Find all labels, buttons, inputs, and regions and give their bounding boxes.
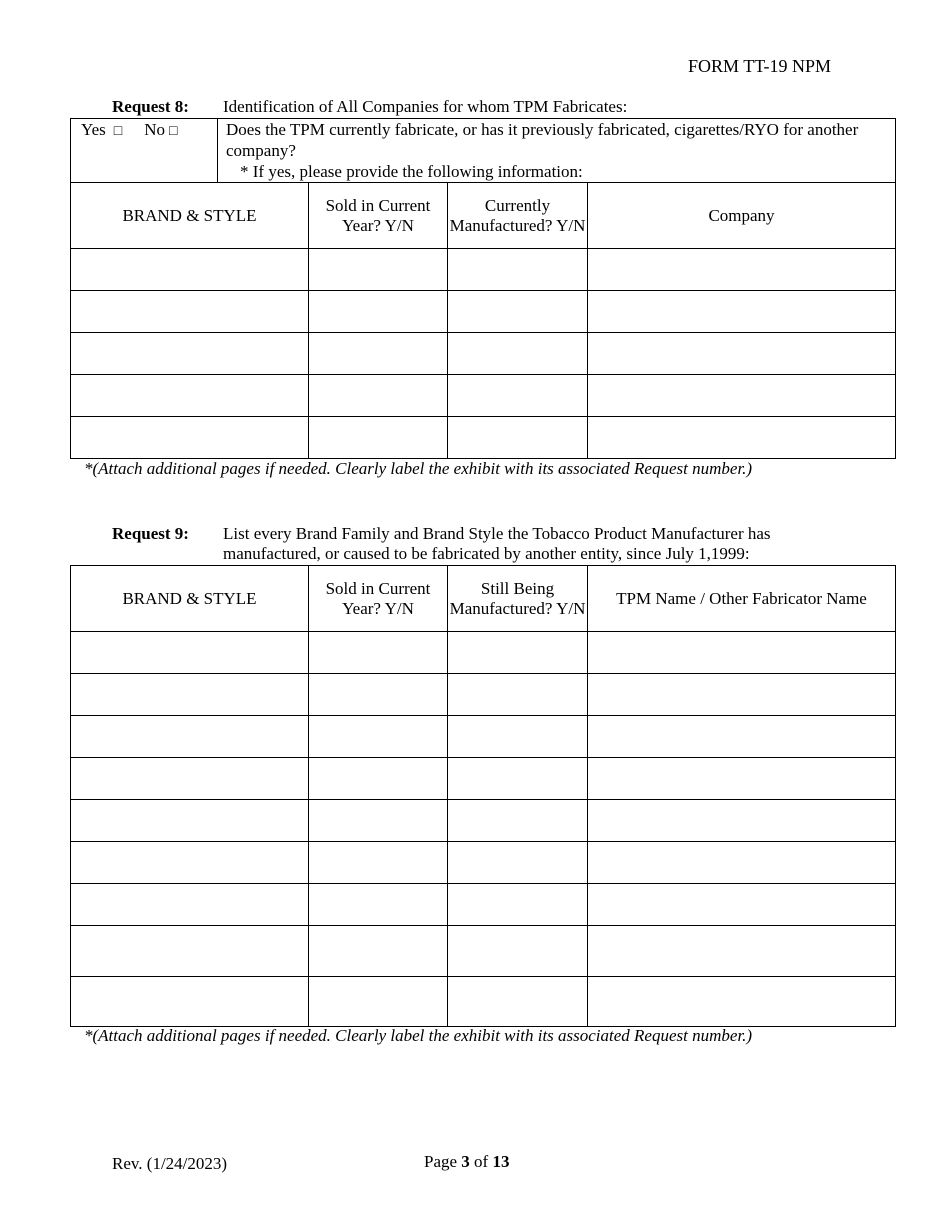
brand-style-cell[interactable] [71,674,309,716]
request9-header-row [71,566,896,632]
table-row [71,800,896,842]
request8-question [218,119,896,183]
company-cell[interactable] [588,926,896,977]
table-row [71,842,896,884]
sold-current-year-cell[interactable] [309,249,448,291]
table-row [71,674,896,716]
sold-current-year-cell[interactable] [309,800,448,842]
request8-header-row [71,183,896,249]
manufactured-cell[interactable] [448,716,588,758]
manufactured-cell[interactable] [448,417,588,459]
brand-style-cell[interactable] [71,758,309,800]
brand-style-cell[interactable] [71,375,309,417]
no-checkbox-icon[interactable]: □ [169,124,178,139]
sold-current-year-cell[interactable] [309,926,448,977]
revision-date: Rev. (1/24/2023) [112,1154,228,1173]
column-header-currently-manufactured: Currently Manufactured? Y/N [448,183,588,249]
table-row [71,926,896,977]
company-cell[interactable] [588,375,896,417]
brand-style-cell[interactable] [71,291,309,333]
table-row [71,977,896,1027]
sold-current-year-cell[interactable] [309,674,448,716]
table-row [71,375,896,417]
request8-rows [71,249,896,459]
manufactured-cell[interactable] [448,977,588,1027]
sold-current-year-cell[interactable] [309,417,448,459]
table-row [71,291,896,333]
request9-rows [71,632,896,1027]
brand-style-cell[interactable] [71,884,309,926]
sold-current-year-cell[interactable] [309,842,448,884]
sold-current-year-cell[interactable] [309,632,448,674]
sold-current-year-cell[interactable] [309,758,448,800]
table-row [71,632,896,674]
sold-current-year-cell[interactable] [309,884,448,926]
company-cell[interactable] [588,758,896,800]
request9-note: *(Attach additional pages if needed. Clearly label the exhibit with its associated Request number.) [84,1026,753,1045]
sold-current-year-cell[interactable] [309,291,448,333]
total-pages: 13 [492,1152,510,1171]
sold-current-year-cell[interactable] [309,375,448,417]
request9-table [70,565,896,1027]
company-cell[interactable] [588,800,896,842]
brand-style-cell[interactable] [71,842,309,884]
yes-no-selector [71,119,218,183]
yes-checkbox-icon[interactable]: □ [113,124,123,139]
request9-heading [112,524,771,564]
current-page: 3 [461,1152,470,1171]
column-header-fabricator-name: TPM Name / Other Fabricator Name [588,566,896,632]
request8-table [70,182,896,459]
request8-question-table [70,118,896,183]
company-cell[interactable] [588,716,896,758]
sold-current-year-cell[interactable] [309,333,448,375]
company-cell[interactable] [588,842,896,884]
company-cell[interactable] [588,333,896,375]
manufactured-cell[interactable] [448,842,588,884]
brand-style-cell[interactable] [71,249,309,291]
company-cell[interactable] [588,632,896,674]
brand-style-cell[interactable] [71,800,309,842]
table-row [71,716,896,758]
request8-note: *(Attach additional pages if needed. Clearly label the exhibit with its associated Request number.) [84,459,753,478]
column-header-still-being-manufactured: Still Being Manufactured? Y/N [448,566,588,632]
brand-style-cell[interactable] [71,977,309,1027]
column-header-brand-style: BRAND & STYLE [71,566,309,632]
manufactured-cell[interactable] [448,291,588,333]
page-number: Page 3 of 13 [424,1152,510,1171]
sold-current-year-cell[interactable] [309,977,448,1027]
yes-option[interactable]: Yes □ [81,120,123,139]
company-cell[interactable] [588,417,896,459]
manufactured-cell[interactable] [448,926,588,977]
request8-question-text: Does the TPM currently fabricate, or has it previously fabricated, cigarettes/RYO for another company? [226,120,859,160]
company-cell[interactable] [588,674,896,716]
manufactured-cell[interactable] [448,758,588,800]
no-option[interactable]: No □ [144,120,178,139]
table-row [71,884,896,926]
brand-style-cell[interactable] [71,333,309,375]
company-cell[interactable] [588,884,896,926]
brand-style-cell[interactable] [71,926,309,977]
request8-label: Request 8: [112,97,189,116]
manufactured-cell[interactable] [448,333,588,375]
column-header-brand-style: BRAND & STYLE [71,183,309,249]
company-cell[interactable] [588,977,896,1027]
manufactured-cell[interactable] [448,632,588,674]
manufactured-cell[interactable] [448,674,588,716]
request9-label: Request 9: [112,524,189,543]
form-id: FORM TT-19 NPM [688,56,832,76]
request8-title: Identification of All Companies for whom TPM Fabricates: [223,97,628,116]
table-row [71,249,896,291]
sold-current-year-cell[interactable] [309,716,448,758]
column-header-company: Company [588,183,896,249]
table-row [71,758,896,800]
table-row [71,333,896,375]
manufactured-cell[interactable] [448,884,588,926]
request8-heading [112,97,627,117]
brand-style-cell[interactable] [71,417,309,459]
brand-style-cell[interactable] [71,632,309,674]
company-cell[interactable] [588,291,896,333]
manufactured-cell[interactable] [448,375,588,417]
column-header-sold-current-year: Sold in Current Year? Y/N [309,566,448,632]
manufactured-cell[interactable] [448,249,588,291]
column-header-sold-current-year: Sold in Current Year? Y/N [309,183,448,249]
company-cell[interactable] [588,249,896,291]
manufactured-cell[interactable] [448,800,588,842]
request8-sub-question: * If yes, please provide the following information: [240,162,583,181]
table-row [71,417,896,459]
request9-title-line1: List every Brand Family and Brand Style the Tobacco Product Manufacturer has [223,524,771,543]
request9-title-line2: manufactured, or caused to be fabricated by another entity, since July 1,1999: [223,544,750,563]
brand-style-cell[interactable] [71,716,309,758]
